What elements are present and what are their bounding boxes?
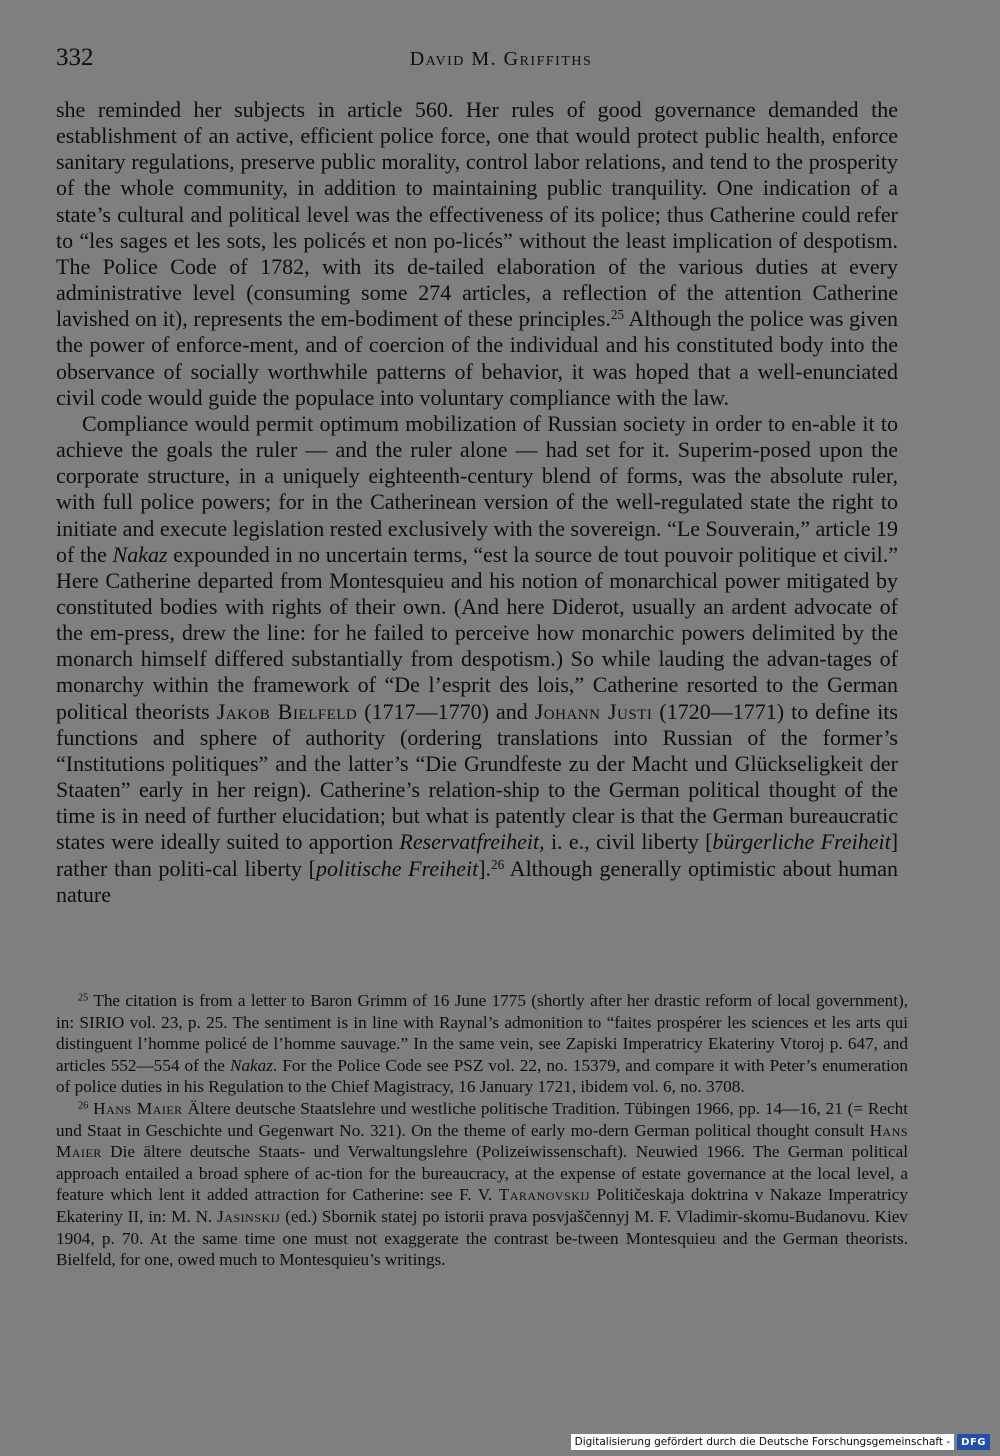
author-name: Jakob Bielfeld [216, 698, 358, 724]
text-run: ]. [478, 855, 492, 881]
italic-term: Nakaz [229, 1055, 273, 1075]
paragraph-2 [56, 411, 898, 908]
page-header [56, 44, 946, 78]
digitization-footer [571, 1431, 990, 1453]
paragraph-1 [56, 97, 898, 411]
footnote-ref-25[interactable]: 25 [610, 307, 625, 322]
footnote-25 [56, 990, 908, 1098]
author-name: Hans Maier [56, 1120, 908, 1162]
author-name: Johann Justi [534, 698, 653, 724]
page-number: 332 [56, 44, 94, 71]
main-text [56, 97, 898, 908]
italic-term: politische Freiheit [315, 855, 479, 881]
text-run: . For the Police Code see PSZ vol. 22, no. 15379, and compare it with Peter’s enumeration of police duties in his Regulation to the Chief Magistracy, 16 January 1721, ibidem vol. 6, no. 3708. [56, 1055, 908, 1097]
text-run: Političeskaja doktrina v Nakaze Imperatricy Ekateriny II, in: M. N. [56, 1185, 908, 1226]
text-run: The citation is from a letter to Baron Grimm of 16 June 1775 (shortly after her drastic reform of local government), in: SIRIO vol. 23, p. 25. The sentiment is in line with Raynal’s admonition to “faites prospérer les sciences et les arts qui distinguent l’homme policé de l’homme sauvage.” In the same vein, see Zapiski Imperatricy Ekateriny Vtoroj p. 647, and articles 552—554 of the [56, 991, 908, 1075]
text-run: Although generally optimistic about human nature [56, 855, 899, 907]
text-run: Although the police was given the power of enforce-ment, and of coercion of the individual and his constituted body into the observance of socially worthwhile patterns of behavior, it was hoped that a well-enunciated civil code would guide the populace into voluntary compliance with the law. [56, 306, 899, 410]
italic-term: Reservatfreiheit [399, 829, 540, 855]
text-run: (1720—1771) to define its functions and sphere of authority (ordering translations into Russian of the former’s “Institutions politiques” and the latter’s “Die Grundfeste zu der Macht und Glückseligkeit der Staaten” early in her reign). Catherine’s relation-ship to the German political thought of the time is in need of further elucidation; but what is patently clear is that the German bureaucratic states were ideally suited to apportion [56, 698, 898, 855]
italic-term: Nakaz [112, 541, 168, 567]
dfg-logo[interactable]: DFG [957, 1434, 990, 1450]
running-head: David M. Griffiths [409, 48, 593, 70]
author-name: Jasinskij [217, 1206, 281, 1226]
text-run: Ältere deutsche Staatslehre und westliche politische Tradition. Tübingen 1966, pp. 14—16, 21 (= Recht und Staat in Geschichte und Gegenwart No. 321). On the theme of early mo-dern German political thought consult [56, 1098, 909, 1140]
text-run: (ed.) Sbornik statej po istorii prava posvjaščennyj M. F. Vladimir-skomu-Budanovu. Kiev 1904, p. 70. At the same time one must not exaggerate the contrast be-tween Montesquieu and the German theorists. Bielfeld, for one, owed much to Montesquieu’s writings. [56, 1206, 908, 1270]
text-run: Compliance would permit optimum mobilization of Russian society in order to en-able it to achieve the goals the ruler — and the ruler alone — had set for it. Superim-posed upon the corporate structure, in a uniquely eighteenth-century blend of forms, was the absolute ruler, with full police powers; for in the Catherinean version of the well-regulated state the right to initiate and execute legislation rested exclusively with the sovereign. “Le Souverain,” article 19 of the [56, 410, 898, 567]
funding-notice: Digitalisierung gefördert durch die Deutsche Forschungsgemeinschaft - [571, 1434, 955, 1450]
text-run: ] rather than politi-cal liberty [ [56, 829, 899, 881]
author-name: Taranovskij [498, 1185, 591, 1205]
footnote-number: 25 [78, 992, 89, 1004]
footnote-26 [56, 1098, 908, 1271]
author-name: Hans Maier [93, 1098, 183, 1118]
text-run: (1717—1770) and [357, 698, 535, 724]
footnote-number: 26 [78, 1100, 89, 1112]
text-run: Die ältere deutsche Staats- und Verwaltungslehre (Polizeiwissenschaft). Neuwied 1966. The German political approach entailed a broad sphere of ac-tion for the bureaucracy, at the expense of estate governance at the local level, a feature which lent it added attraction for Catherine: see F. V. [56, 1142, 908, 1205]
text-run: , i. e., civil liberty [ [539, 829, 713, 855]
italic-term: bürgerliche Freiheit [712, 829, 891, 855]
text-run: expounded in no uncertain terms, “est la source de tout pouvoir politique et civil.” Here Catherine departed from Montesquieu and his notion of monarchical power mitigated by constituted bodies with rights of their own. (And here Diderot, usually an ardent advocate of the em-press, drew the line: for he failed to perceive how monarchic powers delimited by the monarch himself differed substantially from despotism.) So while lauding the advan-tages of monarchy within the framework of “De l’esprit des lois,” Catherine resorted to the German political theorists [56, 541, 899, 724]
footnotes [56, 990, 908, 1271]
text-run: she reminded her subjects in article 560. Her rules of good governance demanded the establishment of an active, efficient police force, one that would protect public health, enforce sanitary regulations, preserve public morality, control labor relations, and tend to the prosperity of the whole community, in addition to maintaining public tranquility. One indication of a state’s cultural and political level was the effectiveness of its police; thus Catherine could refer to “les sages et les sots, les policés et non po-licés” without the least implication of despotism. The Police Code of 1782, with its de-tailed elaboration of the various duties at every administrative level (consuming some 274 articles, a reflection of the attention Catherine lavished on it), represents the em-bodiment of these principles. [56, 97, 898, 332]
footnote-ref-26[interactable]: 26 [491, 856, 505, 872]
